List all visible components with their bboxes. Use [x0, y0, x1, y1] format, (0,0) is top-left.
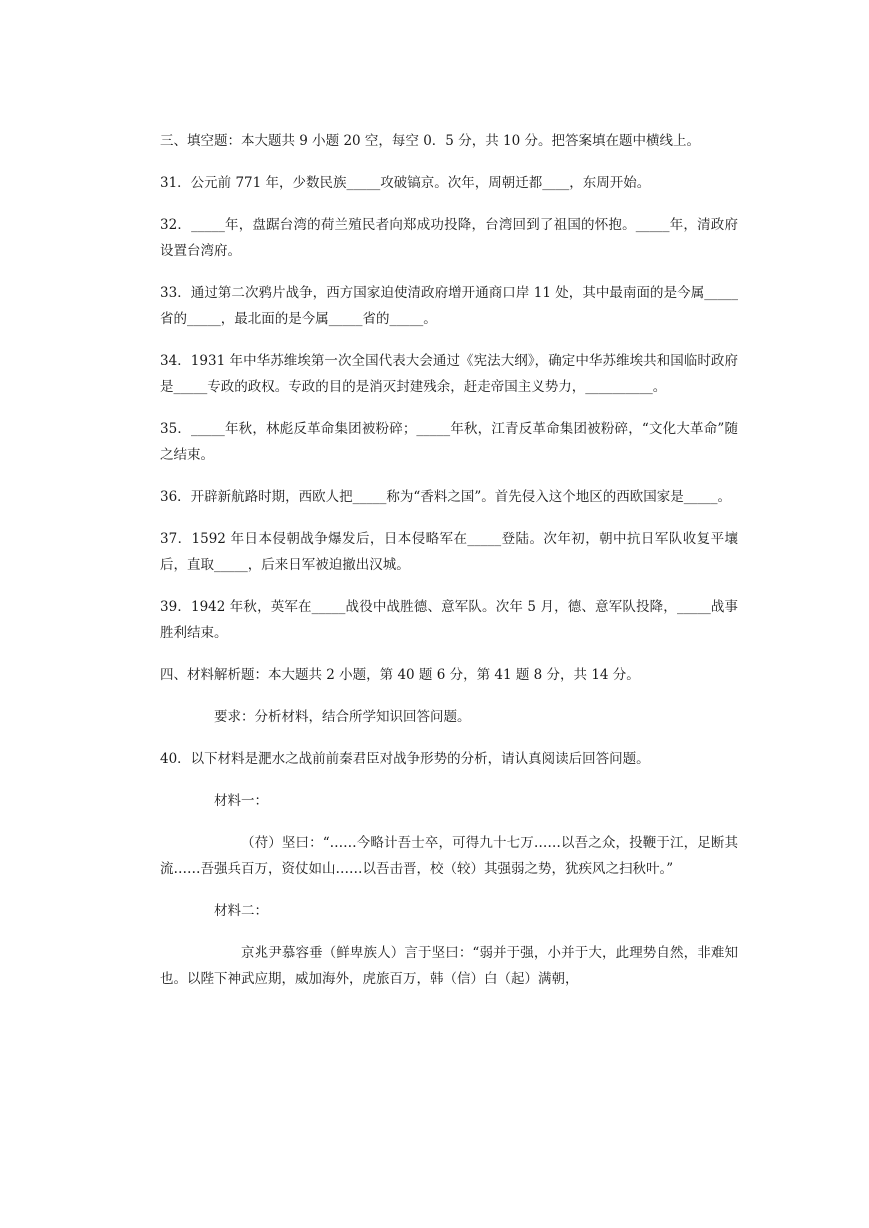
requirement-note: 要求：分析材料，结合所学知识回答问题。: [214, 709, 471, 725]
question-32: 32．_____年，盘踞台湾的荷兰殖民者向郑成功投降，台湾回到了祖国的怀抱。_____年，清政府设置台湾府。: [160, 217, 738, 259]
material-one-label: 材料一：: [214, 793, 268, 809]
material-one-text: （苻）坚曰：“……今略计吾士卒，可得九十七万……以吾之众，投鞭于江，足断其流……吾强兵百万，资仗如山……以吾击晋，校（较）其强弱之势，犹疾风之扫秋叶。”: [160, 835, 738, 877]
document-page: [160, 128, 738, 1008]
question-36: 36．开辟新航路时期，西欧人把_____称为“香料之国”。首先侵入这个地区的西欧国家是_____。: [160, 489, 731, 505]
question-31: 31．公元前 771 年，少数民族_____攻破镐京。次年，周朝迁都____，东周开始。: [160, 175, 651, 191]
question-35: 35．_____年秋，林彪反革命集团被粉碎；_____年秋，江青反革命集团被粉碎，“文化大革命”随之结束。: [160, 421, 738, 463]
question-39: 39．1942 年秋，英军在_____战役中战胜德、意军队。次年 5 月，德、意军队投降，_____战事胜利结束。: [160, 599, 738, 641]
question-34: 34．1931 年中华苏维埃第一次全国代表大会通过《宪法大纲》，确定中华苏维埃共和国临时政府是_____专政的政权。专政的目的是消灭封建残余，赶走帝国主义势力，__________。: [160, 353, 738, 395]
section-three-heading: 三、填空题：本大题共 9 小题 20 空，每空 0．5 分，共 10 分。把答案填在题中横线上。: [160, 133, 700, 149]
question-33: 33．通过第二次鸦片战争，西方国家迫使清政府增开通商口岸 11 处，其中最南面的是今属_____省的_____，最北面的是今属_____省的_____。: [160, 285, 738, 327]
section-four-heading: 四、材料解析题：本大题共 2 小题，第 40 题 6 分，第 41 题 8 分，共 14 分。: [160, 667, 640, 683]
material-two-text: 京兆尹慕容垂（鲜卑族人）言于坚曰：“弱并于强，小并于大，此理势自然，非难知也。以陛下神武应期，威加海外，虎旅百万，韩（信）白（起）满朝，: [160, 945, 738, 987]
question-37: 37．1592 年日本侵朝战争爆发后，日本侵略军在_____登陆。次年初，朝中抗日军队收复平壤后，直取_____，后来日军被迫撤出汉城。: [160, 531, 738, 573]
question-40: 40．以下材料是淝水之战前前秦君臣对战争形势的分析，请认真阅读后回答问题。: [160, 751, 650, 767]
material-two-label: 材料二：: [214, 903, 268, 919]
